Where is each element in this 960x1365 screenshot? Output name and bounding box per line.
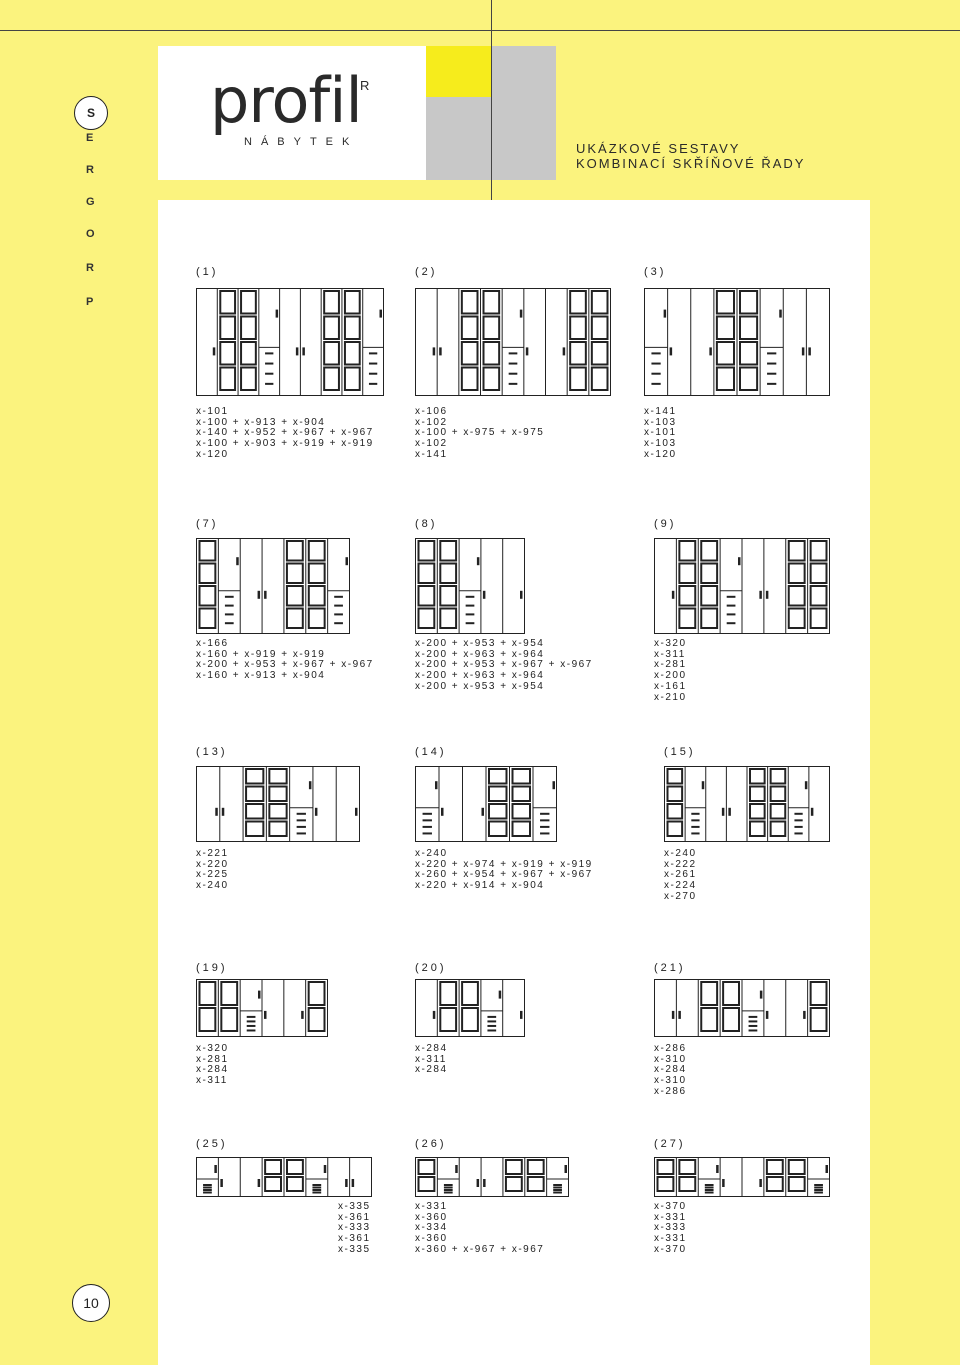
item-code: x-333	[654, 1222, 687, 1234]
item-code: x-284	[654, 1064, 687, 1076]
item-title: (3)	[644, 266, 667, 278]
side-letter: O	[86, 228, 95, 240]
item-title: (27)	[654, 1138, 686, 1150]
registered-mark: R	[360, 78, 370, 93]
item-code: x-220 + x-974 + x-919 + x-919	[415, 858, 593, 870]
item-code-list	[415, 849, 593, 892]
item-code: x-286	[654, 1043, 687, 1054]
item-code: x-224	[664, 880, 697, 892]
item-code: x-281	[196, 1053, 229, 1065]
item-code: x-320	[654, 638, 687, 649]
item-code: x-200	[654, 670, 687, 682]
furniture-sketch	[644, 288, 830, 396]
item-code-list	[415, 639, 593, 693]
item-code: x-260 + x-954 + x-967 + x-967	[415, 869, 593, 881]
item-code: x-120	[644, 448, 677, 460]
item-code: x-200 + x-963 + x-964	[415, 648, 545, 660]
furniture-sketch	[654, 1157, 830, 1197]
item-code: x-320	[196, 1043, 229, 1054]
page-heading	[576, 141, 805, 171]
item-code: x-141	[415, 448, 448, 460]
heading-line-2: KOMBINACÍ SKŘÍŇOVÉ ŘADY	[576, 156, 806, 171]
item-code: x-140 + x-952 + x-967 + x-967	[196, 427, 374, 439]
furniture-sketch	[415, 288, 611, 396]
item-code-list	[196, 849, 229, 892]
furniture-sketch	[415, 1157, 569, 1197]
item-code: x-210	[654, 691, 687, 703]
side-letter: G	[86, 196, 95, 208]
item-title: (26)	[415, 1138, 447, 1150]
item-code: x-334	[415, 1222, 448, 1234]
brand-subtitle: NÁBYTEK	[244, 136, 359, 148]
brand-logo: profil	[210, 64, 362, 137]
item-code: x-284	[415, 1064, 448, 1076]
item-code: x-103	[644, 438, 677, 450]
side-letter: R	[86, 164, 94, 176]
furniture-sketch	[196, 766, 360, 842]
item-code: x-331	[415, 1201, 448, 1212]
decor-yellow-square	[426, 46, 491, 97]
furniture-sketch	[654, 538, 830, 634]
item-code: x-200 + x-953 + x-954	[415, 638, 545, 649]
item-code: x-102	[415, 438, 448, 450]
item-code: x-101	[644, 427, 677, 439]
item-code-list	[644, 407, 677, 461]
side-circle: S	[74, 96, 108, 130]
item-title: (13)	[196, 746, 228, 758]
furniture-sketch	[196, 979, 328, 1037]
item-title: (20)	[415, 962, 447, 974]
item-title: (7)	[196, 518, 219, 530]
side-letter: P	[86, 296, 94, 308]
item-code: x-333	[338, 1222, 371, 1234]
item-code: x-360 + x-967 + x-967	[415, 1243, 545, 1255]
item-code-list	[415, 1202, 544, 1256]
item-code: x-311	[415, 1053, 447, 1065]
item-code: x-200 + x-953 + x-967 + x-967	[196, 659, 374, 671]
item-code: x-141	[644, 406, 677, 417]
item-code: x-220	[196, 858, 229, 870]
item-code: x-160 + x-913 + x-904	[196, 670, 326, 682]
furniture-sketch	[196, 538, 350, 634]
item-code: x-100 + x-903 + x-919 + x-919	[196, 438, 374, 450]
decor-grey-square	[491, 46, 556, 97]
item-code: x-270	[664, 890, 697, 902]
item-code: x-222	[664, 858, 697, 870]
item-code-list	[196, 1044, 229, 1087]
item-code-list	[196, 639, 374, 682]
item-code-list	[338, 1202, 371, 1256]
item-code: x-284	[196, 1064, 229, 1076]
heading-line-1: UKÁZKOVÉ SESTAVY	[576, 141, 741, 156]
side-letter: E	[86, 132, 94, 144]
item-code: x-370	[654, 1201, 687, 1212]
item-code: x-360	[415, 1211, 448, 1223]
item-title: (14)	[415, 746, 447, 758]
item-code: x-120	[196, 448, 229, 460]
item-code: x-106	[415, 406, 448, 417]
item-code-list	[415, 1044, 448, 1076]
side-letter: R	[86, 262, 94, 274]
item-code: x-310	[654, 1053, 687, 1065]
item-code: x-331	[654, 1233, 687, 1245]
item-code: x-240	[664, 848, 697, 859]
furniture-sketch	[664, 766, 830, 842]
item-code: x-311	[196, 1075, 228, 1087]
item-code: x-281	[654, 659, 687, 671]
crop-line-horizontal	[0, 30, 960, 31]
item-title: (9)	[654, 518, 677, 530]
item-title: (15)	[664, 746, 696, 758]
item-code: x-101	[196, 406, 229, 417]
item-code: x-240	[196, 880, 229, 892]
item-code-list	[654, 639, 687, 703]
item-code: x-310	[654, 1075, 687, 1087]
furniture-sketch	[196, 288, 384, 396]
furniture-sketch	[415, 538, 525, 634]
item-code: x-200 + x-953 + x-954	[415, 680, 545, 692]
item-code: x-286	[654, 1085, 687, 1097]
item-code-list	[415, 407, 544, 461]
item-code: x-335	[338, 1201, 371, 1212]
item-title: (8)	[415, 518, 438, 530]
item-code-list	[654, 1044, 687, 1098]
item-code: x-166	[196, 638, 229, 649]
item-code: x-102	[415, 416, 448, 428]
furniture-sketch	[196, 1157, 372, 1197]
item-code: x-161	[654, 680, 687, 692]
item-title: (25)	[196, 1138, 228, 1150]
item-code: x-225	[196, 869, 229, 881]
item-title: (19)	[196, 962, 228, 974]
item-code: x-200 + x-953 + x-967 + x-967	[415, 659, 593, 671]
item-code: x-220 + x-914 + x-904	[415, 880, 545, 892]
item-code: x-370	[654, 1243, 687, 1255]
item-code: x-311	[654, 648, 686, 660]
item-code: x-335	[338, 1243, 371, 1255]
furniture-sketch	[654, 979, 830, 1037]
item-title: (1)	[196, 266, 219, 278]
item-code: x-221	[196, 848, 229, 859]
item-code-list	[664, 849, 697, 903]
item-code: x-200 + x-963 + x-964	[415, 670, 545, 682]
item-code: x-361	[338, 1233, 371, 1245]
item-code-list	[654, 1202, 687, 1256]
item-code: x-100 + x-975 + x-975	[415, 427, 545, 439]
furniture-sketch	[415, 766, 557, 842]
item-code: x-240	[415, 848, 448, 859]
item-code: x-361	[338, 1211, 371, 1223]
item-code: x-331	[654, 1211, 687, 1223]
item-code: x-100 + x-913 + x-904	[196, 416, 326, 428]
item-code: x-284	[415, 1043, 448, 1054]
page-number: 10	[72, 1284, 110, 1322]
item-title: (21)	[654, 962, 686, 974]
item-title: (2)	[415, 266, 438, 278]
furniture-sketch	[415, 979, 525, 1037]
item-code: x-261	[664, 869, 697, 881]
item-code: x-160 + x-919 + x-919	[196, 648, 326, 660]
item-code-list	[196, 407, 374, 461]
item-code: x-360	[415, 1233, 448, 1245]
item-code: x-103	[644, 416, 677, 428]
